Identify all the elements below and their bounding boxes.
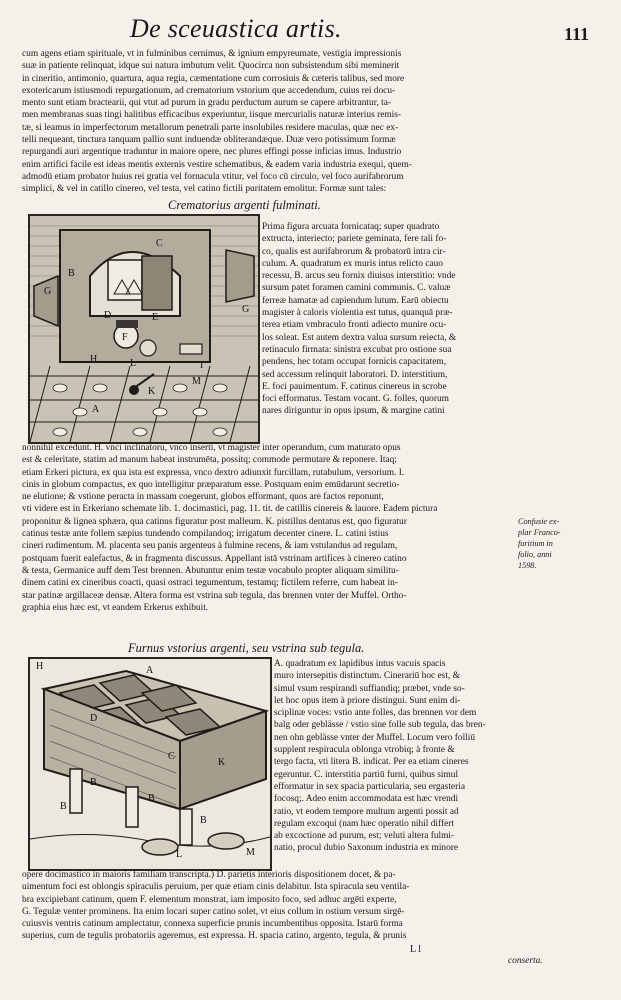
woodcut-furnus-drawing	[30, 659, 270, 869]
margin-note	[518, 516, 602, 571]
figure-letter: L	[130, 358, 137, 369]
text-line: superius, cum de tegulis probatoriis ageremus, est expressa. H. spacia catino, argento, tegula, & prunis	[22, 931, 407, 942]
text-line: exotericarum istiusmodi repurgationum, ad crematorium vstorium que accedendum, cuius rei docu-	[22, 85, 396, 96]
text-line: nares diriguntur in opus ipsum, & margine catini	[262, 406, 445, 417]
text-line: uimentum foci est oblongis spiraculis peruium, per quæ etiam cinis delabitur. Ista spiracula seu ventila-	[22, 882, 410, 893]
text-line: extructa, interiecto; pariete geminata, fere tali fo-	[262, 234, 447, 245]
text-line: retinaculo firmata: sinistra excubat pro ostione sua	[262, 344, 452, 355]
top-paragraph	[22, 48, 596, 196]
text-line: telli nequeant, tinctura tanquam pallio sunt induendæ obliterandæque. Duæ vero potissimum formæ	[22, 135, 396, 146]
text-line: pendens, hec totam occupat fornicis capacitatem,	[262, 357, 447, 368]
section-heading-furnus: Furnus vstorius argenti, seu vstrina sub tegula.	[128, 641, 365, 655]
section-heading-crematorius: Crematorius argenti fulminati.	[168, 198, 321, 212]
woodcut-crematorius-drawing	[30, 216, 258, 442]
figure-letter: M	[246, 847, 255, 858]
figure-letter: H	[36, 661, 44, 672]
text-line: cineri rudimentum. M. placenta seu panis argenteus à fulmine recens, & iam vstulandus ad regulam,	[22, 541, 398, 552]
text-line: enim artifici facile est ideas mentis externis vestire schematibus, & eadem varia industria exequi, quem-	[22, 159, 412, 170]
figure-letter: B	[90, 777, 97, 788]
text-line: muro intersepitis distinctum. Cinerariū hoc est, &	[274, 671, 460, 682]
signature-mark: L l	[410, 944, 422, 955]
text-line: let hoc opus item à priore distingui. Sunt enim di-	[274, 695, 461, 706]
text-line: simplici, & vel in catillo cinereo, vel testa, vel catino fictili puritatem emolitur. Formæ sunt tales:	[22, 184, 387, 195]
section1-full-text	[22, 442, 514, 614]
text-line: sed accessum relinquit laboratori. D. interstitium,	[262, 369, 448, 380]
figure-letter: L	[176, 849, 183, 860]
text-line: nonnihil excedunt. H. vnci inclinatoru, vnco inserti, vt magister inter operandum, cum maturato opus	[22, 443, 401, 453]
text-line: terea etiam vmbraculo fronti adiecto munire ocu-	[262, 320, 447, 331]
text-line: postquam fuerit ealefactus, & in fragmenta discussus. Appellant istā vstrinam artifices à cinereo catino	[22, 553, 407, 564]
section2-side-text	[274, 658, 596, 855]
text-line: egeruntur. C. interstitia partiū furni, quibus simul	[274, 769, 459, 780]
text-line: opere docimastico in maioris familiam transcripta.) D. parietis interioris dispositionem docet, & pa-	[22, 870, 396, 880]
catchword: conserta.	[508, 956, 543, 966]
text-line: foci efformatus. Testam vocant. G. folles, quorum	[262, 394, 449, 405]
woodcut-crematorius	[28, 214, 260, 444]
figure-letter: D	[104, 310, 112, 321]
margin-note-line: folio, anni	[518, 550, 552, 559]
text-line: sciplinæ voces: vstio ante folles, das brennen vor dem	[274, 708, 477, 719]
text-line: tergo facta, vti litera B. indicat. Per ea etiam cineres	[274, 757, 469, 768]
text-line: ratio, vt eodem tempore multum argenti possit ad	[274, 806, 459, 817]
figure-letter: B	[200, 815, 207, 826]
text-line: culum. A. quadratum ex muris intus relicto cauo	[262, 258, 443, 269]
text-line: cum agens etiam spirituale, vt in fulminibus cernimus, & ignium empyreumate, vestigia impressionis	[22, 49, 402, 59]
text-line: magister à caloris violentia est tutus, quanquā præ-	[262, 308, 453, 319]
figure-letter: K	[218, 757, 226, 768]
text-line: est & celeritate, statim ad manum habeat instrumēta, possitq; commode permutare & reponere. Itaq;	[22, 455, 397, 466]
text-line: balg oder geblässe / vstio sine folle sub tegula, das bren-	[274, 720, 486, 731]
margin-note-line: plar Franco-	[518, 528, 561, 537]
text-line: recessu, B. arcus seu fornix diuisus interstitio: vnde	[262, 271, 456, 282]
figure-letter: C	[156, 238, 163, 249]
figure-letter: E	[152, 312, 159, 323]
text-line: star patinæ argillaceæ densæ. Altera forma est vstrina sub tegula, das brennen vnter der Muffel. Ortho-	[22, 590, 407, 601]
text-line: etiam Erkeri pictura, ex qua ista est expressa, vnco dextro adiunxit furcillam, rutabulum, versorium. I.	[22, 467, 405, 478]
text-line: focosq;. Adeo enim accommodata est hæc vrendi	[274, 794, 459, 805]
figure-letter: B	[68, 268, 75, 279]
text-line: in cineritio, antimonio, quartura, aqua regia, cæmentatione cum corrosiuis & cæteris talibus, sed more	[22, 73, 405, 84]
page-number: 111	[563, 24, 589, 44]
figure-letter: I	[200, 360, 204, 371]
margin-note-line: furitium in	[518, 539, 553, 548]
text-line: nen ohn geblässe vnter der Muffel. Locum vero folliū	[274, 732, 476, 743]
text-line: ne elutione; & vstione peracta in massam coegerunt, globos efformant, quos are factos reponunt,	[22, 492, 384, 503]
text-line: suæ in patiente relinquat, idque sui natura imbutum velit. Quocirca non subsistendum sibi meminerit	[22, 61, 400, 72]
figure-letter: B	[60, 801, 67, 812]
text-line: catinus testæ ante follem sæpius tundendo compilandoq; irrigatum decenter cinere. L. catini istius	[22, 529, 389, 540]
text-line: bra excipiebant catinum, quem F. elementum monstrat, iam imposito foco, sed adhuc argēti experte,	[22, 894, 397, 905]
figure-letter: D	[90, 713, 98, 724]
text-line: men membranas suas tingi halitibus efficacibus experiuntur, iisque mercurialis naturæ interius remis-	[22, 110, 402, 121]
figure-letter: H	[90, 354, 98, 365]
margin-note-line: Confusie ex-	[518, 517, 560, 526]
text-line: supplent respiracula oblonga vtrobiq; à fronte &	[274, 745, 455, 756]
section2-full-text	[22, 869, 596, 943]
figure-letter: C	[168, 751, 175, 762]
text-line: mento sunt etiam bractearii, qui vtut ad purum in gradu perductum aurum se capere arbitrantur, ta-	[22, 98, 392, 109]
figure-letter: A	[146, 665, 154, 676]
figure-letter: F	[122, 332, 128, 343]
text-line: repurgandi auri argentique traduntur in maiore opere, nec plures effingi posse inficias imus. Industrio	[22, 147, 402, 158]
text-line: regulam excoqui (nam hæc operatio nihil differt	[274, 818, 454, 829]
text-line: graphia eius hæc est, vt eandem Erkerus exhibuit.	[22, 602, 209, 613]
running-head: De sceuastica artis.	[130, 14, 342, 43]
text-line: & testa, Germanice auff dem Test brennen. Abutuntur enim testæ vocabulo propter aliquam similitu-	[22, 565, 399, 576]
figure-letter: M	[192, 376, 201, 387]
text-line: simul vsum respirandi suffiandiq; præbet, vnde so-	[274, 683, 465, 694]
figure-letter: K	[148, 386, 156, 397]
woodcut-furnus	[28, 657, 272, 871]
text-line: cuiusvis ventris catinum amplectatur, connexa superficie prunis incumbentibus opposita. Istarū forma	[22, 919, 403, 930]
text-line: natio, procul dubio Saxonum industria ex minore	[274, 843, 459, 854]
text-line: ferreæ hamatæ ad capiendum lutum. Earū obiectu	[262, 295, 449, 306]
text-line: admodū etiam probator huius rei gratia vel fornacula vtitur, vel foco cū circulo, vel foco aurifabrorum	[22, 171, 404, 182]
text-line: tæ, si leamus in imperfectorum metallorum penetrali parte insolubiles residere maculas, quæ nec ex-	[22, 122, 399, 133]
text-line: A. quadratum ex lapidibus intus vacuis spacis	[274, 659, 446, 669]
margin-note-line: 1598.	[518, 561, 537, 570]
text-line: cinis in globum compactus, ex quo intelligitur præparatum esse. Postquam enim emūdarunt secretio-	[22, 479, 400, 490]
text-line: sursum patet foramen camini communis. C. valuæ	[262, 283, 451, 294]
text-line: G. Tegulæ venter prominens. Ita enim locari super catino solet, vt eius collum in ostium versum sirgē-	[22, 906, 405, 917]
figure-letter: G	[242, 304, 250, 315]
text-line: proponitur & lignea sphæra, qua catinus figuratur post malleum. K. pistillus dentatus est, quo figuratur	[22, 516, 407, 527]
text-line: E. foci pauimentum. F. catinus cinereus in scrobe	[262, 381, 447, 392]
text-line: los soleat. Est autem dextra valua sursum reiecta, &	[262, 332, 457, 343]
text-line: ab excoctione ad purum, est; veluti altera fulmi-	[274, 831, 455, 842]
figure-letter: A	[92, 404, 100, 415]
section1-side-text	[262, 221, 596, 418]
text-line: vti videre est in Erkeriano schemate lib. 1. docimastici, pag. 11. tit. de catillis cinereis & lauore. Eadem pictura	[22, 504, 438, 515]
figure-letter: B	[148, 793, 155, 804]
text-line: dinem catini ex cineribus coacti, quasi ostraci tegumentum, testamq; fictilem referre, cum habeat in-	[22, 578, 398, 589]
text-line: efformatur in sex spacia particularia, seu ergasteria	[274, 781, 465, 792]
text-line: co, qualis est aurifabrorum & probatorū intra cir-	[262, 246, 446, 257]
text-line: Prima figura arcuata fornicataq; super quadrato	[262, 222, 440, 232]
figure-letter: G	[44, 286, 52, 297]
